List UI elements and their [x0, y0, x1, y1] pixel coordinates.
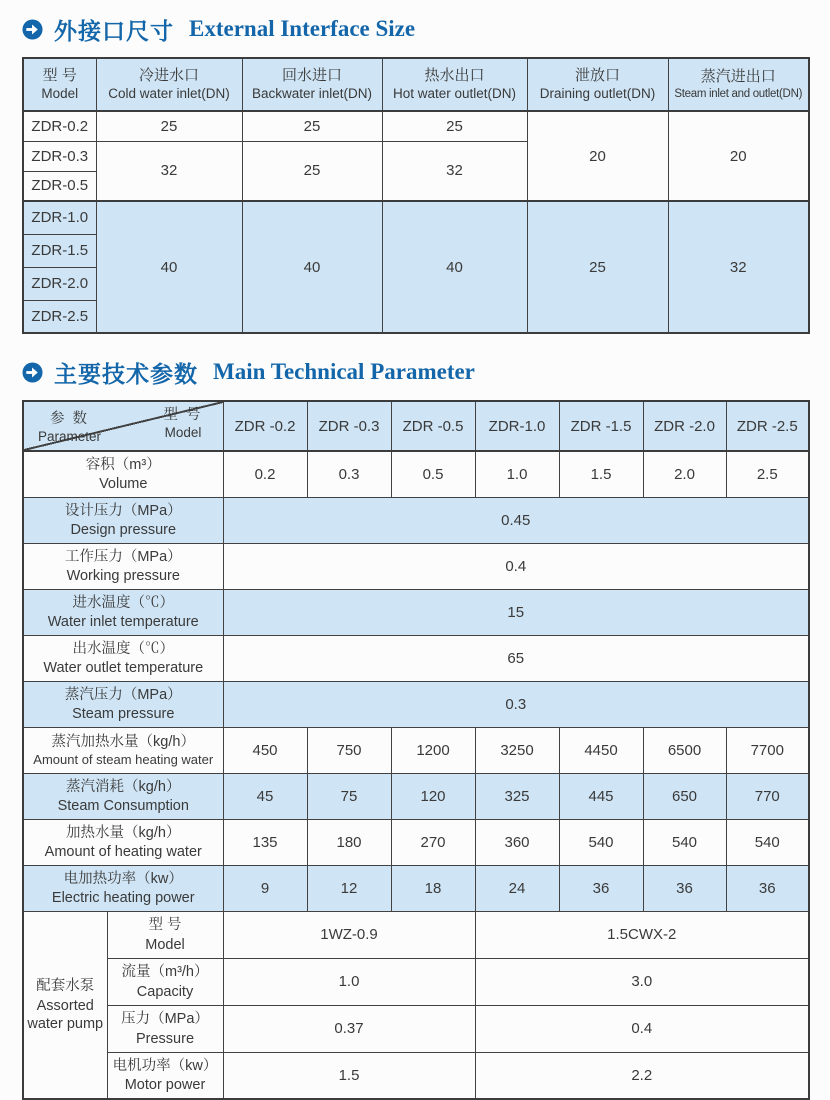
- param-zh: 蒸汽压力（MPa）: [64, 686, 182, 703]
- table2-header-model: ZDR -2.0: [643, 401, 726, 451]
- table2-row-design-pressure: [23, 497, 809, 543]
- param-en: Water inlet temperature: [47, 614, 199, 631]
- param-label-cell: [23, 589, 223, 635]
- value-cell: 0.2: [223, 451, 307, 497]
- value-cell-merged-cold: 40: [96, 201, 242, 333]
- value-cell: 9: [223, 865, 307, 911]
- model-cell: ZDR-0.3: [23, 141, 96, 171]
- value-cell: 120: [391, 773, 475, 819]
- header-zh: 泄放口: [574, 66, 620, 84]
- section1-title-zh: 外接口尺寸: [54, 17, 174, 44]
- section-title-external-interface: [22, 14, 808, 44]
- pump-param-zh: 型 号: [148, 917, 182, 934]
- table2-row-steam-pressure: [23, 681, 809, 727]
- value-cell: 4450: [559, 727, 643, 773]
- header-en: Steam inlet and outlet(DN): [674, 88, 803, 101]
- value-cell: 0.3: [307, 451, 391, 497]
- param-en: Electric heating power: [51, 890, 195, 907]
- param-label-cell: [23, 451, 223, 497]
- header-en: Backwater inlet(DN): [251, 86, 373, 102]
- param-zh: 设计压力（MPa）: [64, 502, 182, 519]
- section2-title-en: Main Technical Parameter: [213, 359, 475, 384]
- pump-param-zh: 电机功率（kw）: [112, 1058, 218, 1075]
- value-cell: 25: [242, 111, 382, 141]
- param-zh: 工作压力（MPa）: [64, 548, 182, 565]
- pump-param-zh: 流量（m³/h）: [121, 964, 209, 981]
- param-label-cell: [23, 773, 223, 819]
- param-label-cell: [23, 635, 223, 681]
- value-cell-merged-drain: 20: [527, 111, 668, 201]
- param-zh: 出水温度（℃）: [72, 640, 174, 657]
- param-en: Steam Consumption: [57, 798, 189, 815]
- value-cell: 75: [307, 773, 391, 819]
- table2-row-heating-water: [23, 819, 809, 865]
- value-cell-merged-back: 40: [242, 201, 382, 333]
- table1-row-zdr02: [23, 111, 809, 141]
- value-cell-merged: 15: [223, 589, 809, 635]
- value-cell: 0.5: [391, 451, 475, 497]
- header-en: Cold water inlet(DN): [108, 86, 230, 102]
- table2-header-model: ZDR -0.2: [223, 401, 307, 451]
- value-cell: 2.5: [726, 451, 809, 497]
- pump-param-en: Capacity: [136, 983, 194, 1000]
- param-zh: 容积（m³）: [85, 457, 161, 474]
- value-cell: 6500: [643, 727, 726, 773]
- pump-param-zh: 压力（MPa）: [121, 1011, 209, 1028]
- external-interface-table: [22, 57, 810, 334]
- pump-param-label-cell: [107, 1052, 223, 1099]
- value-cell: 770: [726, 773, 809, 819]
- header-zh: 蒸汽进出口: [700, 67, 776, 85]
- param-en: Working pressure: [66, 568, 180, 585]
- table2-header-model: ZDR-1.0: [475, 401, 559, 451]
- pump-value-left: 0.37: [223, 1005, 475, 1052]
- header-zh: 冷进水口: [138, 66, 199, 84]
- pump-value-right: 2.2: [475, 1052, 809, 1099]
- value-cell-merged: 0.45: [223, 497, 809, 543]
- value-cell: 25: [382, 111, 527, 141]
- param-en: Steam pressure: [72, 706, 175, 723]
- pump-param-label-cell: [107, 911, 223, 958]
- value-cell-merged-steam: 20: [668, 111, 809, 201]
- value-cell-merged: 0.4: [223, 543, 809, 589]
- param-label-cell: [23, 681, 223, 727]
- param-en: Water outlet temperature: [43, 660, 204, 677]
- table1-header-draining-outlet: [527, 58, 668, 111]
- table2-row-pump-pressure: [23, 1005, 809, 1052]
- param-zh: 蒸汽消耗（kg/h）: [66, 778, 181, 795]
- param-zh: 蒸汽加热水量（kg/h）: [51, 733, 195, 750]
- table2-header-model: ZDR -0.5: [391, 401, 475, 451]
- pump-group-zh: 配套水泵: [36, 978, 95, 995]
- value-cell: 18: [391, 865, 475, 911]
- param-zh: 电加热功率（kw）: [63, 870, 183, 887]
- value-cell: 1.0: [475, 451, 559, 497]
- table2-corner-cell: [23, 401, 223, 451]
- header-zh: 热水出口: [424, 66, 485, 84]
- pump-param-en: Pressure: [135, 1030, 195, 1047]
- value-cell: 3250: [475, 727, 559, 773]
- value-cell: 540: [643, 819, 726, 865]
- corner-model-label: [163, 405, 202, 442]
- table1-row-zdr10: [23, 201, 809, 234]
- table1-header-backwater-inlet: [242, 58, 382, 111]
- model-cell: ZDR-1.0: [23, 201, 96, 234]
- corner-param-zh: 参 数: [50, 410, 90, 427]
- value-cell: 270: [391, 819, 475, 865]
- pump-value-right: 1.5CWX-2: [475, 911, 809, 958]
- param-zh: 进水温度（℃）: [72, 594, 174, 611]
- param-label-cell: [23, 819, 223, 865]
- table2-row-water-inlet-temperature: [23, 589, 809, 635]
- value-cell: 7700: [726, 727, 809, 773]
- table2-header-row: [23, 401, 809, 451]
- value-cell: 24: [475, 865, 559, 911]
- header-en: Draining outlet(DN): [539, 86, 656, 102]
- model-cell: ZDR-2.5: [23, 300, 96, 333]
- value-cell: 1.5: [559, 451, 643, 497]
- value-cell: 325: [475, 773, 559, 819]
- param-en: Design pressure: [70, 522, 177, 539]
- value-cell-merged-hot: 40: [382, 201, 527, 333]
- pump-param-label-cell: [107, 1005, 223, 1052]
- pump-param-en: Model: [145, 936, 185, 953]
- table1-header-cold-water-inlet: [96, 58, 242, 111]
- pump-value-left: 1.0: [223, 958, 475, 1005]
- value-cell-merged: 65: [223, 635, 809, 681]
- section-title-main-technical-parameter: [22, 357, 808, 387]
- header-en: Hot water outlet(DN): [392, 86, 517, 102]
- param-label-cell: [23, 865, 223, 911]
- header-zh: 型 号: [42, 66, 77, 84]
- value-cell: 12: [307, 865, 391, 911]
- table2-row-pump-capacity: [23, 958, 809, 1005]
- table2-header-model: ZDR -2.5: [726, 401, 809, 451]
- table2-header-model: ZDR -1.5: [559, 401, 643, 451]
- value-cell-merged: 0.3: [223, 681, 809, 727]
- corner-model-zh: 型 号: [163, 407, 203, 423]
- table1-header-model: [23, 58, 96, 111]
- table1-header-hot-water-outlet: [382, 58, 527, 111]
- param-zh: 加热水量（kg/h）: [66, 824, 181, 841]
- pump-param-en: Motor power: [124, 1077, 206, 1094]
- value-cell: 2.0: [643, 451, 726, 497]
- pump-value-right: 3.0: [475, 958, 809, 1005]
- header-en: Model: [41, 86, 79, 102]
- value-cell: 450: [223, 727, 307, 773]
- bullet-arrow-icon: [22, 19, 43, 40]
- param-en: Amount of heating water: [44, 844, 202, 861]
- value-cell: 750: [307, 727, 391, 773]
- pump-value-left: 1WZ-0.9: [223, 911, 475, 958]
- value-cell: 36: [643, 865, 726, 911]
- value-cell: 445: [559, 773, 643, 819]
- pump-group-cell: [23, 911, 107, 1099]
- table2-row-electric-heating-power: [23, 865, 809, 911]
- table1-header-row: [23, 58, 809, 111]
- value-cell: 540: [726, 819, 809, 865]
- value-cell: 1200: [391, 727, 475, 773]
- table2-row-pump-motor-power: [23, 1052, 809, 1099]
- value-cell: 36: [726, 865, 809, 911]
- value-cell: 36: [559, 865, 643, 911]
- model-cell: ZDR-2.0: [23, 267, 96, 300]
- corner-model-en: Model: [164, 425, 202, 441]
- param-en: Volume: [99, 476, 148, 493]
- model-cell: ZDR-0.5: [23, 171, 96, 201]
- value-cell-merged-drain: 25: [527, 201, 668, 333]
- value-cell-merged-cold: 32: [96, 141, 242, 201]
- value-cell: 180: [307, 819, 391, 865]
- table2-row-water-outlet-temperature: [23, 635, 809, 681]
- main-technical-parameter-table: [22, 400, 810, 1100]
- value-cell: 135: [223, 819, 307, 865]
- pump-param-label-cell: [107, 958, 223, 1005]
- bullet-arrow-icon: [22, 362, 43, 383]
- model-cell: ZDR-0.2: [23, 111, 96, 141]
- value-cell-merged-hot: 32: [382, 141, 527, 201]
- table2-row-steam-consumption: [23, 773, 809, 819]
- value-cell-merged-back: 25: [242, 141, 382, 201]
- pump-value-left: 1.5: [223, 1052, 475, 1099]
- value-cell: 45: [223, 773, 307, 819]
- pump-value-right: 0.4: [475, 1005, 809, 1052]
- value-cell: 650: [643, 773, 726, 819]
- param-label-cell: [23, 543, 223, 589]
- corner-param-en: Parameter: [38, 429, 102, 445]
- section1-title-en: External Interface Size: [189, 16, 416, 41]
- param-en: Amount of steam heating water: [33, 752, 214, 768]
- table2-header-model: ZDR -0.3: [307, 401, 391, 451]
- corner-parameter-label: [38, 409, 101, 446]
- table1-header-steam-inlet-outlet: [668, 58, 809, 111]
- table2-row-steam-heating-water: [23, 727, 809, 773]
- value-cell: 540: [559, 819, 643, 865]
- section2-title-zh: 主要技术参数: [54, 360, 198, 387]
- value-cell: 360: [475, 819, 559, 865]
- pump-group-en: Assorted water pump: [27, 997, 104, 1032]
- param-label-cell: [23, 727, 223, 773]
- table2-row-pump-model: [23, 911, 809, 958]
- value-cell: 25: [96, 111, 242, 141]
- table2-row-volume: [23, 451, 809, 497]
- param-label-cell: [23, 497, 223, 543]
- value-cell-merged-steam: 32: [668, 201, 809, 333]
- model-cell: ZDR-1.5: [23, 234, 96, 267]
- header-zh: 回水进口: [281, 66, 342, 84]
- table2-row-working-pressure: [23, 543, 809, 589]
